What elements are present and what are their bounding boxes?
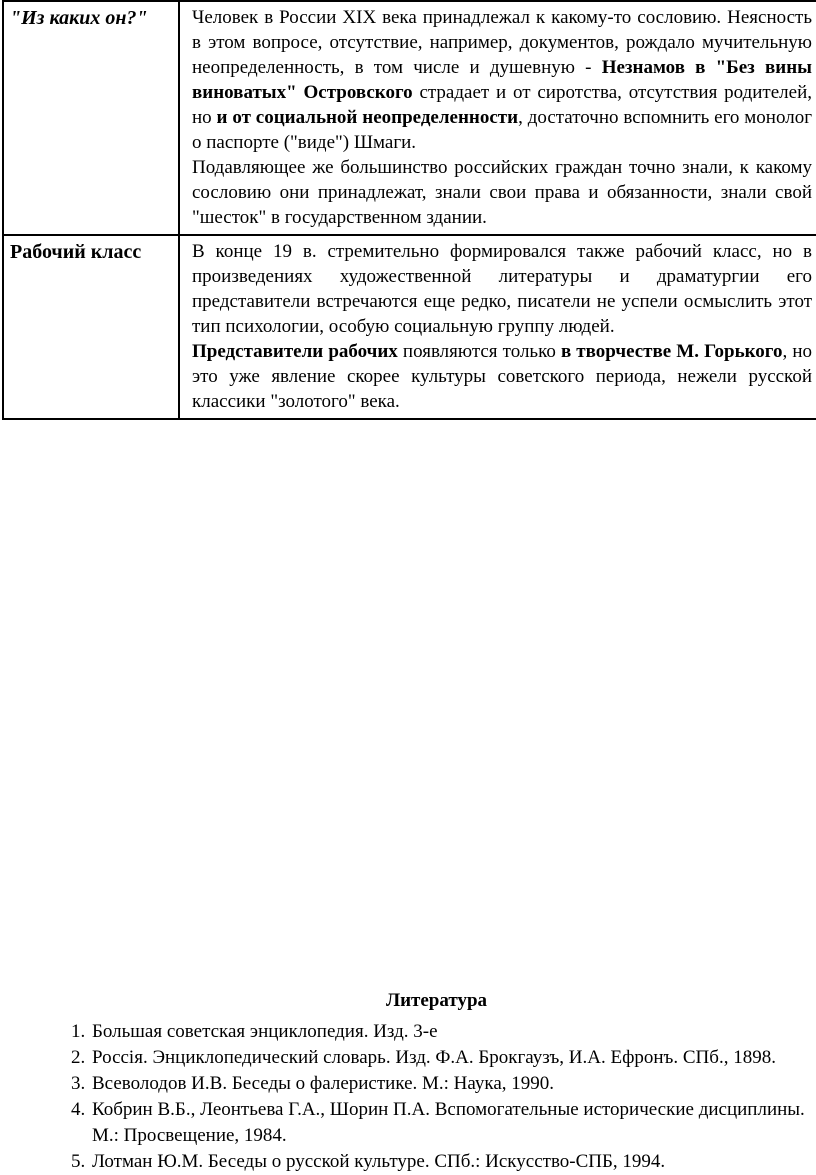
row-label: Рабочий класс (10, 241, 142, 263)
text-segment: Подавляющее же большинство российских граждан точно знали, к какому сословию они принадлежат, знали свои права и обязанности, знали свой "шесток" в государственном здании. (192, 157, 812, 228)
text-segment: появляются только (397, 341, 561, 362)
text-segment: страдает и от сиротства, отсутствия родителей, но (192, 82, 812, 128)
row-content-cell (179, 235, 816, 419)
paragraph (192, 239, 812, 339)
text-segment: В конце 19 в. стремительно формировался также рабочий класс, но в произведениях художественной литературы и драматургии его представители встречаются еще редко, писатели не успели осмыслить этот тип психологии, особую социальную группу людей. (192, 241, 812, 337)
literature-item: 3. Всеволодов И.В. Беседы о фалеристике. М.: Наука, 1990. (90, 1071, 816, 1097)
text-segment: , достаточно вспомнить его монолог о паспорте ("виде") Шмаги. (192, 107, 813, 153)
paragraph (192, 5, 812, 155)
text-segment: , но это уже явление скорее культуры советского периода, нежели русской классики "золотого" века. (192, 341, 812, 412)
row-label: "Из каких он?" (10, 7, 148, 29)
row-label-cell (3, 235, 179, 419)
text-segment-bold: в творчестве М. Горького (560, 341, 783, 362)
literature-list (57, 1019, 816, 1175)
text-segment-bold: Незнамов в "Без вины виноватых" Островского (192, 57, 813, 103)
content-table (2, 0, 816, 420)
literature-heading: Литература (385, 990, 488, 1011)
text-segment-bold: и от социальной неопределенности (216, 107, 519, 128)
literature-item: 4. Кобрин В.Б., Леонтьева Г.А., Шорин П.А. Вспомогательные исторические дисциплины. М.: Просвещение, 1984. (90, 1097, 816, 1149)
paragraph (192, 155, 812, 230)
literature-item: 5. Лотман Ю.М. Беседы о русской культуре. СПб.: Искусство-СПБ, 1994. (90, 1149, 816, 1175)
row-content-cell (179, 1, 816, 235)
literature-item: 1. Большая советская энциклопедия. Изд. 3-е (90, 1019, 816, 1045)
table-row (3, 1, 816, 235)
literature-item: 2. Россія. Энциклопедический словарь. Изд. Ф.А. Брокгаузъ, И.А. Ефронъ. СПб., 1898. (90, 1045, 816, 1071)
text-segment: Человек в России XIX века принадлежал к какому-то сословию. Неясность в этом вопросе, отсутствие, например, документов, рождало мучительную неопределенность, в том числе и душевную - (192, 7, 812, 78)
literature-section (57, 990, 816, 1175)
paragraph (192, 339, 812, 414)
text-segment-bold: Представители рабочих (192, 341, 398, 362)
row-label-cell (3, 1, 179, 235)
table-row (3, 235, 816, 419)
